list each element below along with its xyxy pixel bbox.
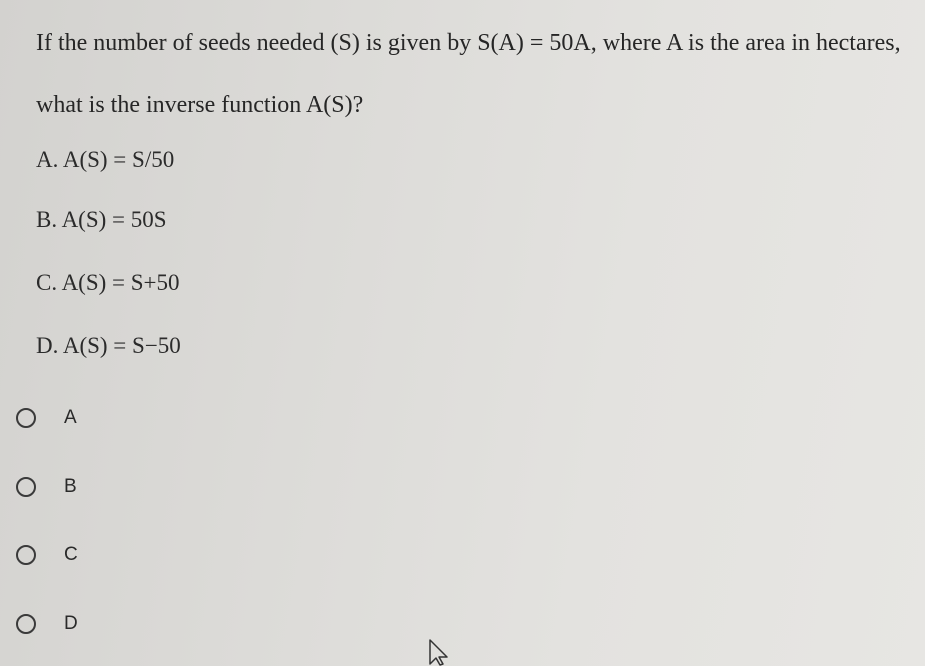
- option-b-text: B. A(S) = 50S: [36, 207, 167, 232]
- option-c-text: C. A(S) = S+50: [36, 270, 180, 295]
- radio-choice-c[interactable]: [16, 540, 78, 570]
- radio-circle-icon[interactable]: [16, 545, 36, 565]
- radio-circle-icon[interactable]: [16, 614, 36, 634]
- radio-label-d: D: [64, 613, 78, 634]
- option-a-text: A. A(S) = S/50: [36, 147, 175, 172]
- radio-choice-a[interactable]: [16, 403, 77, 433]
- mouse-pointer-icon: [428, 638, 454, 666]
- radio-label-b: B: [64, 476, 77, 497]
- question-text: If the number of seeds needed (S) is given by S(A) = 50A, where A is the area in hectares, what is the inverse function A(S)?: [36, 30, 901, 118]
- radio-choice-b[interactable]: [16, 472, 77, 502]
- radio-choice-d[interactable]: [16, 609, 78, 639]
- radio-circle-icon[interactable]: [16, 408, 36, 428]
- radio-circle-icon[interactable]: [16, 477, 36, 497]
- radio-label-c: C: [64, 544, 78, 565]
- option-d-text: D. A(S) = S−50: [36, 333, 181, 358]
- radio-label-a: A: [64, 407, 77, 428]
